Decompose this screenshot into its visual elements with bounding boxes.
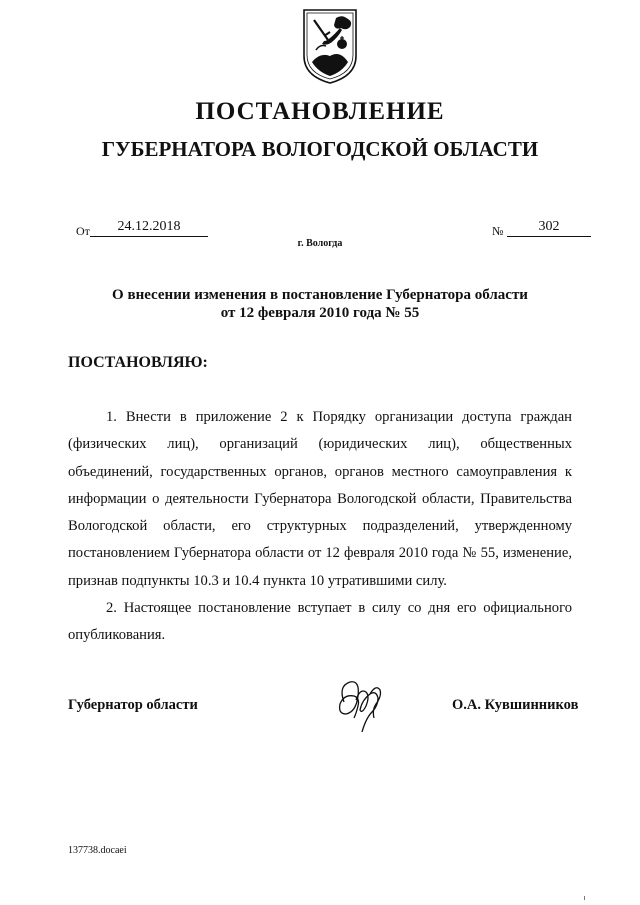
paragraph-1: 1. Внести в приложение 2 к Порядку организации доступа граждан (физических лиц), организаций (юридических лиц), общественных объединений, государственных органов, органов местного самоуправления к информации о деятельности Губернатора Вологодской области, Правительства Вологодской области, его структурных подразделений, утвержденному постановлением Губернатора области от 12 февраля 2010 года № 55, изменение, признав подпункты 10.3 и 10.4 пункта 10 утратившими силу. [68,409,572,589]
decree-heading: ПОСТАНОВЛЯЮ: [68,354,208,371]
document-type-title: ПОСТАНОВЛЕНИЕ [195,98,445,125]
handwritten-signature-icon [330,672,390,734]
document-file-id: 137738.docaei [68,845,127,856]
document-date: 24.12.2018 [90,219,208,237]
issuer-title: ГУБЕРНАТОРА ВОЛОГОДСКОЙ ОБЛАСТИ [101,137,539,161]
signer-name: О.А. Кувшинников [452,697,579,713]
subject-line-1: О внесении изменения в постановление Губернатора области [112,287,528,303]
number-prefix-label: № [492,224,504,238]
document-number: 302 [507,219,591,237]
document-body [68,404,572,650]
paragraph-2: 2. Настоящее постановление вступает в силу со дня его официального опубликования. [68,600,572,644]
coat-of-arms-icon [300,6,360,86]
date-prefix-label: От [76,224,90,238]
scan-artifact [584,896,585,900]
subject-line-2: от 12 февраля 2010 года № 55 [220,305,420,321]
document-subject [0,286,640,322]
city-label: г. Вологда [297,238,343,249]
signer-position: Губернатор области [68,697,198,713]
